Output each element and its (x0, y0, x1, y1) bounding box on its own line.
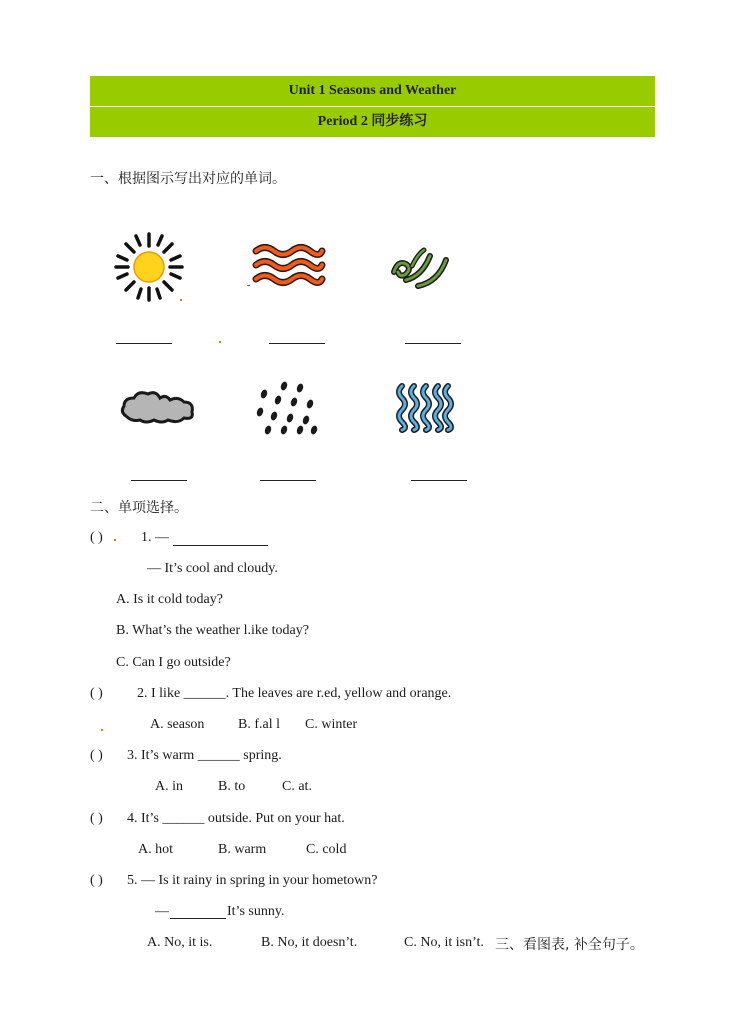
answer-paren[interactable]: ( ) (90, 811, 103, 826)
question-5-text: 5. — Is it rainy in spring in your hometown? (127, 873, 378, 888)
answer-paren[interactable]: ( ) (90, 873, 103, 888)
section1-heading: 一、根据图示写出对应的单词。 (90, 171, 286, 187)
option-b[interactable]: B. No, it doesn’t. (261, 935, 358, 950)
option-a[interactable]: A. Is it cold today? (116, 592, 223, 607)
page-subtitle: Period 2 同步练习 (90, 107, 655, 137)
rain-icon (252, 380, 322, 436)
stray-dot (219, 341, 221, 343)
answer-blank[interactable] (131, 480, 187, 481)
question-5-answer-prefix: — (155, 904, 169, 919)
section2-heading: 二、单项选择。 (90, 500, 188, 516)
answer-blank[interactable] (260, 480, 316, 481)
option-c[interactable]: C. winter (305, 717, 358, 732)
answer-blank[interactable] (405, 343, 461, 344)
answer-blank[interactable] (173, 545, 268, 546)
option-b[interactable]: B. What’s the weather l.ike today? (116, 623, 309, 638)
option-a[interactable]: A. in (155, 779, 183, 794)
option-c[interactable]: C. Can I go outside? (116, 655, 231, 670)
cold-waves-icon (394, 382, 454, 434)
answer-paren[interactable]: ( ) (90, 748, 103, 763)
question-5-answer-suffix: It’s sunny. (227, 904, 285, 919)
option-c[interactable]: C. No, it isn’t. (404, 935, 484, 950)
stray-mark: - (247, 280, 251, 291)
hot-waves-icon (250, 243, 326, 287)
option-a[interactable]: A. season (150, 717, 205, 732)
option-b[interactable]: B. warm (218, 842, 267, 857)
wind-icon (388, 242, 456, 292)
option-b[interactable]: B. to (218, 779, 246, 794)
answer-paren[interactable]: ( ) (90, 686, 103, 701)
question-1-prefix: 1. — (141, 530, 169, 545)
question-2-text: 2. I like ______. The leaves are r.ed, yellow and orange. (137, 686, 452, 701)
cloud-icon (118, 386, 198, 426)
option-a[interactable]: A. hot (138, 842, 173, 857)
question-4-text: 4. It’s ______ outside. Put on your hat. (127, 811, 345, 826)
option-c[interactable]: C. at. (282, 779, 312, 794)
option-a[interactable]: A. No, it is. (147, 935, 213, 950)
answer-blank[interactable] (269, 343, 325, 344)
answer-blank[interactable] (116, 343, 172, 344)
answer-blank[interactable] (170, 918, 226, 919)
stray-dot (101, 729, 103, 731)
question-3-text: 3. It’s warm ______ spring. (127, 748, 282, 763)
stray-dot (180, 299, 182, 301)
sun-icon (112, 230, 186, 304)
stray-dot (114, 539, 116, 541)
option-b[interactable]: B. f.al l (238, 717, 280, 732)
answer-paren[interactable]: ( ) (90, 530, 103, 545)
option-c[interactable]: C. cold (306, 842, 347, 857)
answer-blank[interactable] (411, 480, 467, 481)
page-title: Unit 1 Seasons and Weather (90, 76, 655, 106)
section3-heading: 三、看图表, 补全句子。 (495, 937, 644, 953)
question-1-answer: — It’s cool and cloudy. (147, 561, 278, 576)
